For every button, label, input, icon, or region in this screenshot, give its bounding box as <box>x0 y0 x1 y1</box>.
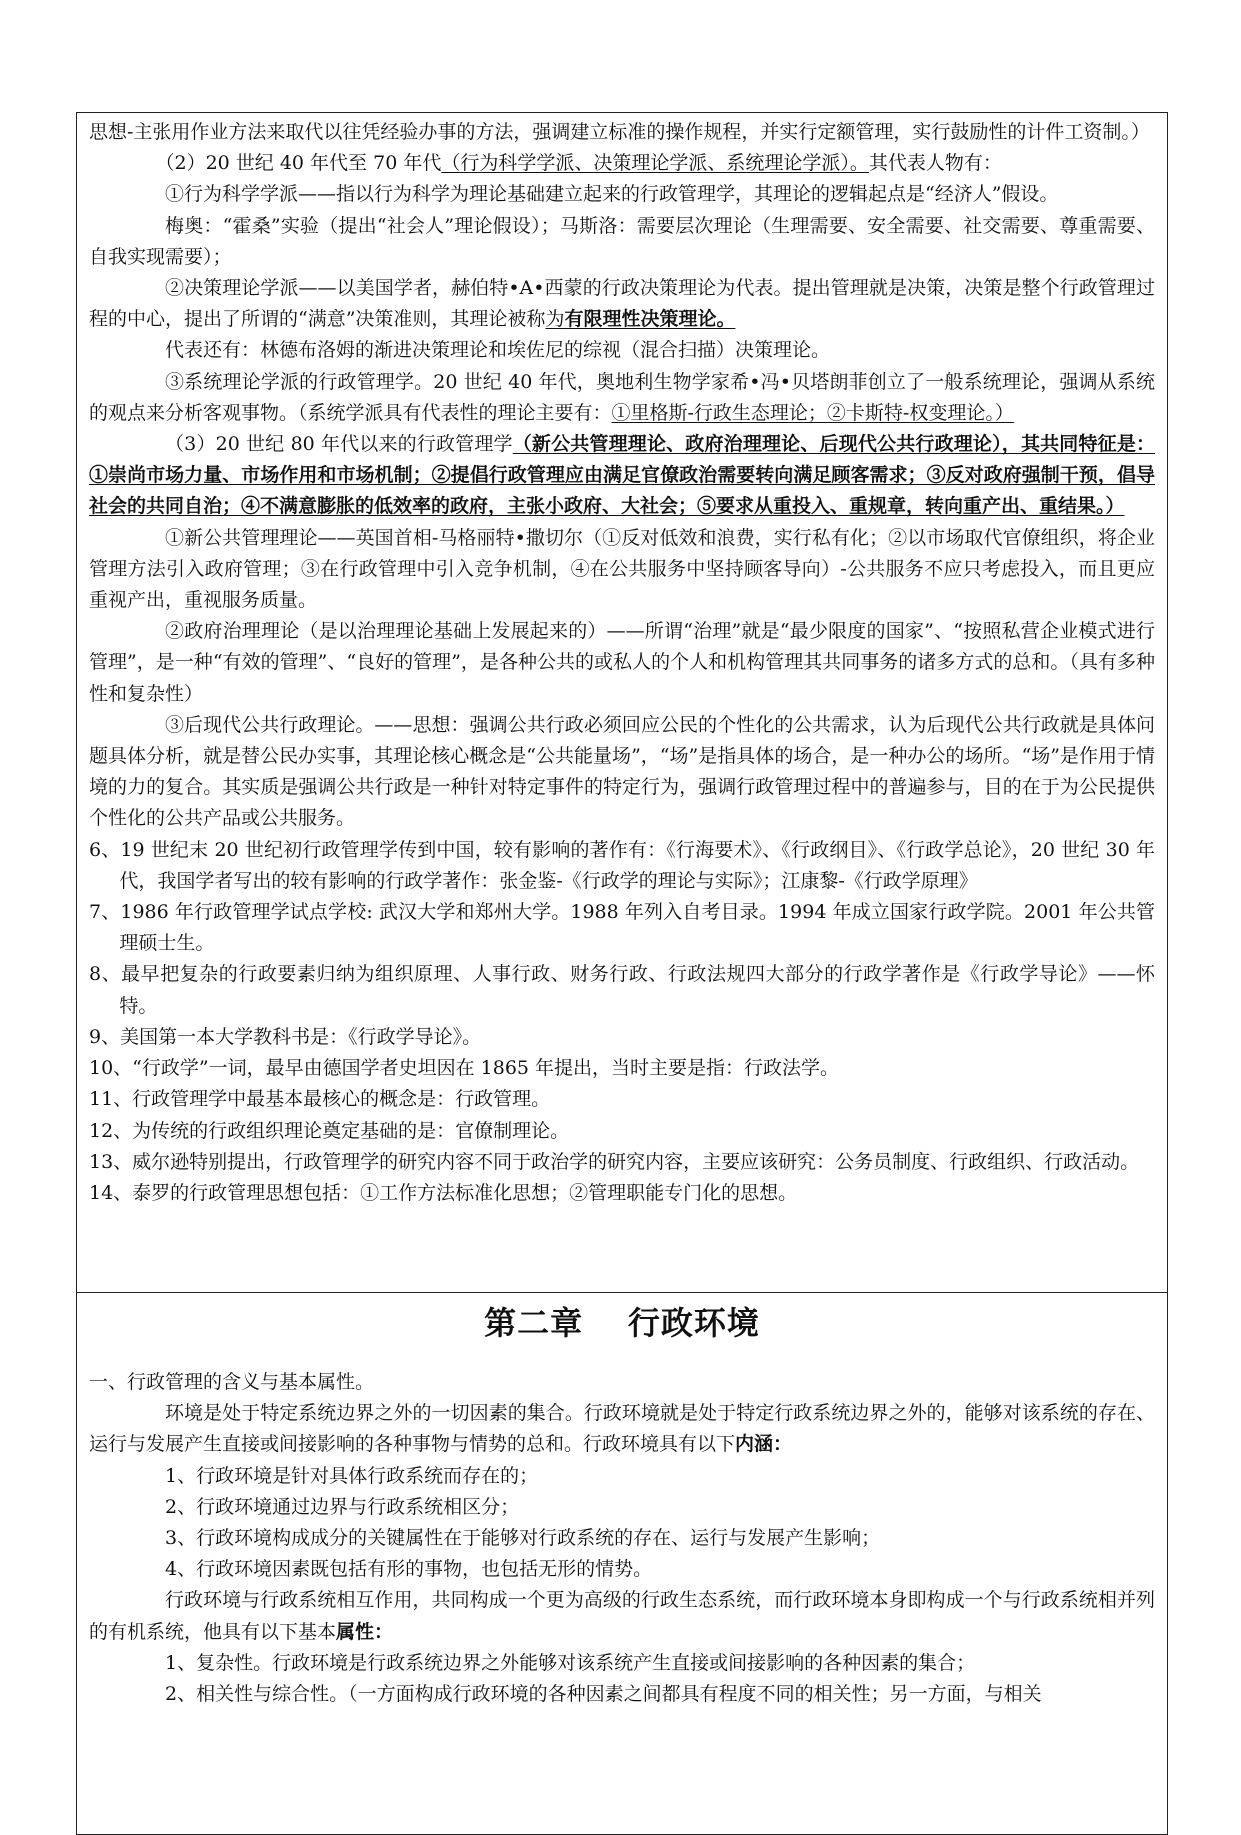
underlined-text: ①里格斯-行政生态理论；②卡斯特-权变理论。） <box>611 401 1014 424</box>
paragraph: ②政府治理理论（是以治理理论基础上发展起来的）——所谓“治理”就是“最少限度的国家”、“按照私营企业模式进行管理”，是一种“有效的管理”、“良好的管理”，是各种公共的或私人的个人和机构管理其共同事务的诸多方式的总和。（具有多种性和复杂性） <box>89 620 1155 705</box>
paragraph <box>89 148 1155 179</box>
list-item: 1、行政环境是针对具体行政系统而存在的； <box>165 1464 539 1487</box>
text: （3）20 世纪 80 年代以来的行政管理学 <box>165 433 513 456</box>
paragraph <box>89 367 1155 429</box>
list-item: 2、相关性与综合性。（一方面构成行政环境的各种因素之间都具有程度不同的相关性；另一方面，与相关 <box>165 1683 1042 1706</box>
text: 环境是处于特定系统边界之外的一切因素的集合。行政环境就是处于特定行政系统边界之外的，能够对该系统的存在、运行与发展产生直接或间接影响的各种事物与情势的总和。行政环境具有以下 <box>89 1402 1155 1456</box>
text: ②决策理论学派——以美国学者，赫伯特•A•西蒙的行政决策理论为代表。提出管理就是决策，决策是整个行政管理过程的中心，提出了所谓的“满意”决策准则，其理论被称 <box>89 277 1155 331</box>
paragraph <box>89 429 1155 523</box>
list-item: 12、为传统的行政组织理论奠定基础的是：官僚制理论。 <box>89 1119 570 1142</box>
underlined-bold-text: （新公共管理理论、政府治理理论、后现代公共行政理论），其共同特征是：①崇尚市场力量、市场作用和市场机制；②提倡行政管理应由满足官僚政治需要转向满足顾客需求；③反对政府强制干预，倡导社会的共同自治；④不满意膨胀的低效率的政府，主张小政府、大社会；⑤要求从重投入、重规章，转向重产出、重结果。） <box>89 433 1155 518</box>
paragraph: ①行为科学学派——指以行为科学为理论基础建立起来的行政管理学，其理论的逻辑起点是“经济人”假设。 <box>165 183 1059 206</box>
paragraph <box>89 1585 1155 1647</box>
document-table <box>76 112 1168 1835</box>
bold-text: 内涵： <box>735 1433 793 1456</box>
underlined-text: 为 <box>545 308 565 331</box>
list-item: 13、威尔逊特别提出，行政管理学的研究内容不同于政治学的研究内容，主要应该研究：公务员制度、行政组织、行政活动。 <box>89 1150 1140 1173</box>
underlined-bold-text: 有限理性决策理论。 <box>564 308 736 331</box>
paragraph: 思想-主张用作业方法来取代以往凭经验办事的方法，强调建立标准的操作规程，并实行定额管理，实行鼓励性的计件工资制。） <box>89 121 1150 143</box>
chapter-number: 第二章 <box>484 1304 584 1342</box>
list-item: 3、行政环境构成成分的关键属性在于能够对行政系统的存在、运行与发展产生影响； <box>165 1527 881 1550</box>
list-item: 6、19 世纪末 20 世纪初行政管理学传到中国，较有影响的著作有：《行海要术》、《行政纲目》、《行政学总论》，20 世纪 30 年代，我国学者写出的较有影响的行政学著作：张金鉴-《行政学的理论与实际》；江康黎-《行政学原理》 <box>89 838 1155 892</box>
chapter-title <box>89 1303 1155 1343</box>
list-item: 8、最早把复杂的行政要素归纳为组织原理、人事行政、财务行政、行政法规四大部分的行政学著作是《行政学导论》——怀特。 <box>89 963 1155 1017</box>
chapter-cell <box>77 1293 1167 1834</box>
list-item: 11、行政管理学中最基本最核心的概念是：行政管理。 <box>89 1088 551 1111</box>
paragraph: 梅奥：“霍桑”实验（提出“社会人”理论假设）；马斯洛：需要层次理论（生理需要、安全需要、社交需要、尊重需要、自我实现需要）； <box>89 214 1155 268</box>
section-heading: 一、行政管理的含义与基本属性。 <box>89 1371 375 1393</box>
paragraph <box>89 1398 1155 1460</box>
chapter-name: 行政环境 <box>627 1304 760 1342</box>
list-item: 9、美国第一本大学教科书是：《行政学导论》。 <box>89 1025 482 1048</box>
text: 其代表人物有： <box>868 152 1002 175</box>
paragraph: ③后现代公共行政理论。——思想：强调公共行政必须回应公民的个性化的公共需求，认为后现代公共行政就是具体问题具体分析，就是替公民办实事，其理论核心概念是“公共能量场”，“场”是指具体的场合，是一种办公的场所。“场”是作用于情境的力的复合。其实质是强调公共行政是一种针对特定事件的特定行为，强调行政管理过程中的普遍参与，目的在于为公民提供个性化的公共产品或公共服务。 <box>89 713 1155 830</box>
list-item: 2、行政环境通过边界与行政系统相区分； <box>165 1495 520 1518</box>
notes-cell <box>77 113 1167 1293</box>
list-item: 4、行政环境因素既包括有形的事物，也包括无形的情势。 <box>165 1558 653 1581</box>
list-item: 7、1986 年行政管理学试点学校: 武汉大学和郑州大学。1988 年列入自考目录。1994 年成立国家行政学院。2001 年公共管理硕士生。 <box>89 901 1155 955</box>
text: 行政环境与行政系统相互作用，共同构成一个更为高级的行政生态系统，而行政环境本身即构成一个与行政系统相并列的有机系统，他具有以下基本 <box>89 1589 1155 1643</box>
paragraph: 代表还有：林德布洛姆的渐进决策理论和埃佐尼的综视（混合扫描）决策理论。 <box>165 339 831 362</box>
list-item: 14、泰罗的行政管理思想包括：①工作方法标准化思想；②管理职能专门化的思想。 <box>89 1181 798 1204</box>
paragraph <box>89 273 1155 335</box>
text: （2）20 世纪 40 年代至 70 年代 <box>155 152 442 175</box>
bold-text: 属性： <box>336 1620 394 1643</box>
text: ③系统理论学派的行政管理学。20 世纪 40 年代，奥地利生物学家希•冯•贝塔朗菲创立了一般系统理论，强调从系统的观点来分析客观事物。（系统学派具有代表性的理论主要有： <box>89 370 1155 424</box>
paragraph: ①新公共管理理论——英国首相-马格丽特•撒切尔（①反对低效和浪费，实行私有化；②以市场取代官僚组织，将企业管理方法引入政府管理；③在行政管理中引入竞争机制，④在公共服务中坚持顾客导向）-公共服务不应只考虑投入，而且更应重视产出，重视服务质量。 <box>89 526 1155 612</box>
list-item: 1、复杂性。行政环境是行政系统边界之外能够对该系统产生直接或间接影响的各种因素的集合； <box>165 1651 976 1674</box>
underlined-text: （行为科学学派、决策理论学派、系统理论学派）。 <box>441 152 869 175</box>
list-item: 10、“行政学”一词，最早由德国学者史坦因在 1865 年提出，当时主要是指：行政法学。 <box>89 1057 840 1080</box>
